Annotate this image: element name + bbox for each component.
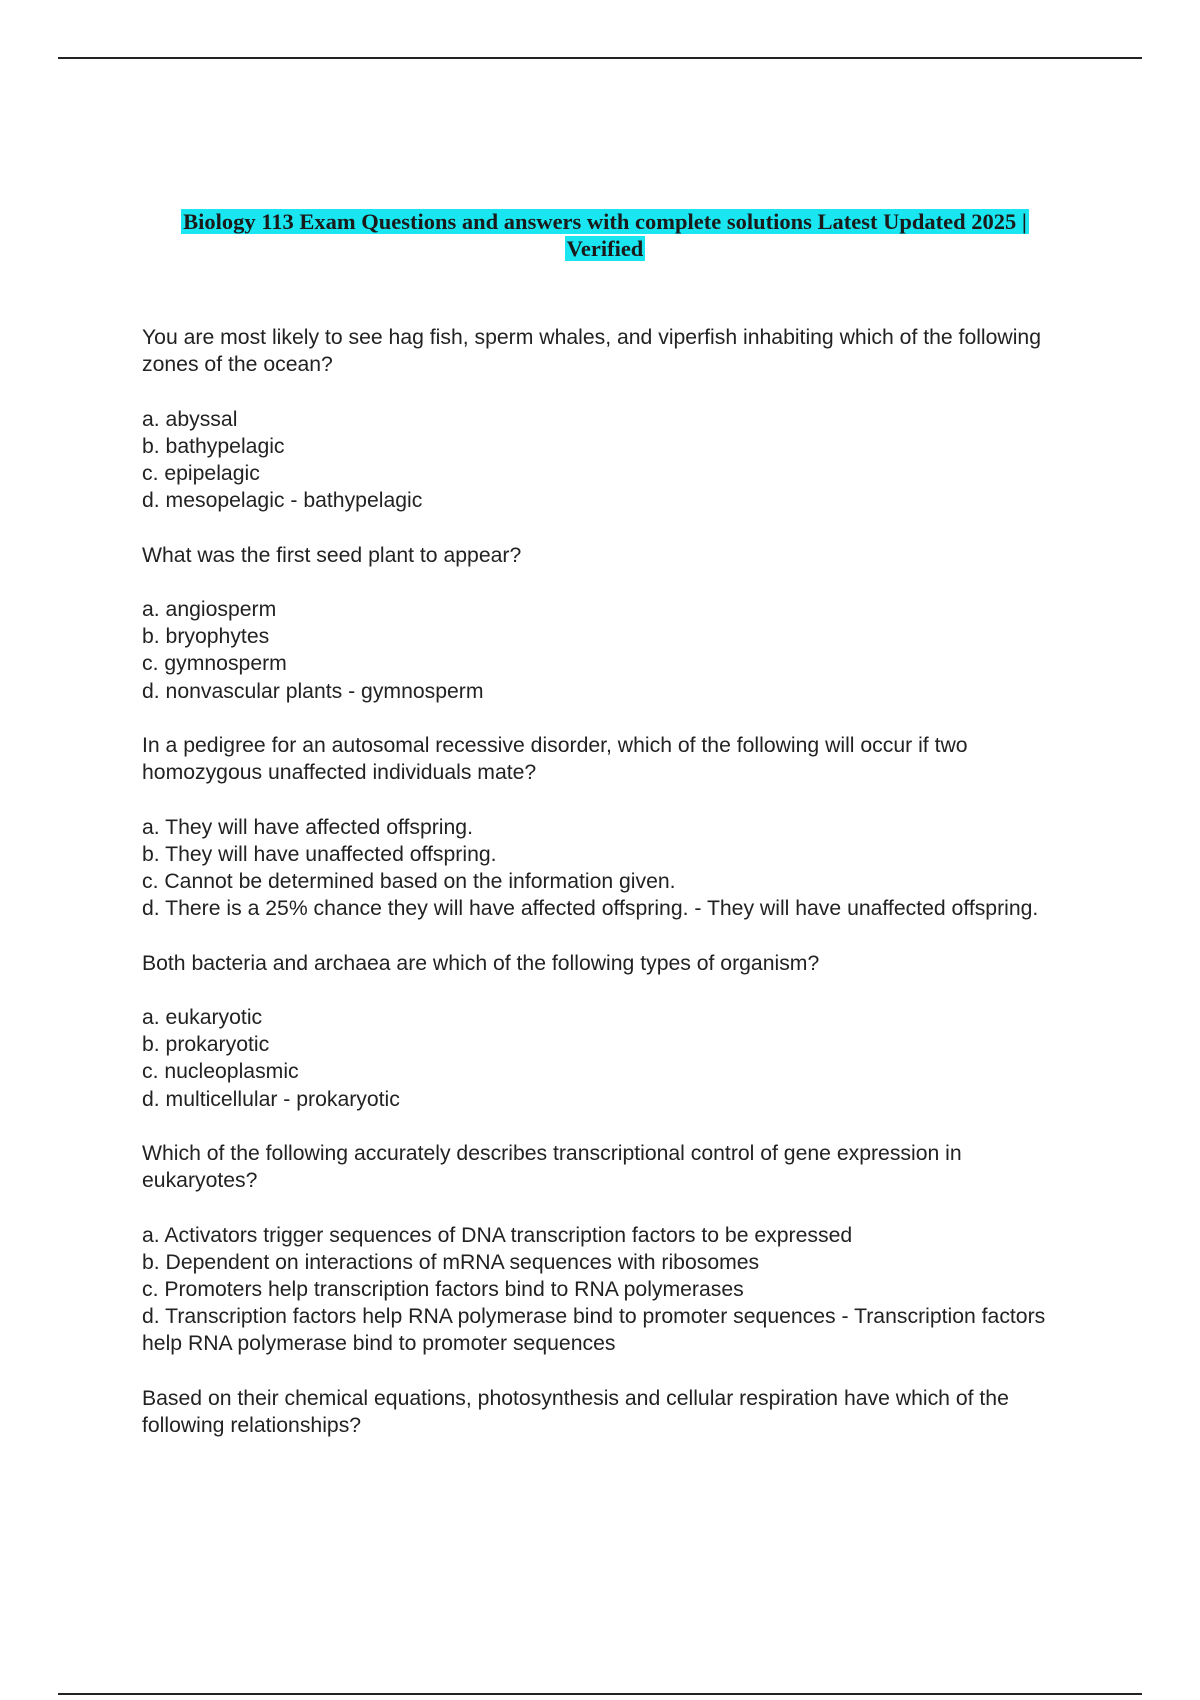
bottom-rule: [58, 1693, 1142, 1695]
option-b: b. bathypelagic: [142, 434, 285, 458]
question-block: [142, 950, 1082, 1113]
question-block: [142, 324, 1082, 514]
option-c: c. gymnosperm: [142, 652, 287, 676]
option-list: [142, 406, 1082, 515]
option-d: d. There is a 25% chance they will have affected offspring. - They will have unaffected offspring.: [142, 897, 1039, 921]
option-d: d. Transcription factors help RNA polymerase bind to promoter sequences - Transcription factors help RNA polymerase bind to promoter sequences: [142, 1305, 1046, 1356]
option-a: a. They will have affected offspring.: [142, 815, 473, 839]
title-line-2: Verified: [566, 236, 644, 261]
option-c: c. epipelagic: [142, 462, 260, 485]
question-text: You are most likely to see hag fish, sperm whales, and viperfish inhabiting which of the following zones of the ocean?: [142, 326, 1041, 377]
option-d: d. mesopelagic - bathypelagic: [142, 489, 423, 513]
option-a: a. Activators trigger sequences of DNA transcription factors to be expressed: [142, 1223, 853, 1247]
question-block: [142, 732, 1082, 922]
question-block: [142, 542, 1082, 705]
question-text: Based on their chemical equations, photosynthesis and cellular respiration have which of the following relationships?: [142, 1386, 1009, 1437]
option-a: a. abyssal: [142, 407, 238, 431]
question-block: [142, 1385, 1082, 1439]
title-line-1: Biology 113 Exam Questions and answers with complete solutions Latest Updated 2025 |: [183, 209, 1027, 234]
option-list: [142, 1222, 1082, 1358]
option-b: b. They will have unaffected offspring.: [142, 842, 497, 866]
question-text: Both bacteria and archaea are which of the following types of organism?: [142, 951, 820, 975]
option-list: [142, 596, 1082, 705]
option-b: b. prokaryotic: [142, 1033, 270, 1057]
option-list: [142, 814, 1082, 923]
option-c: c. nucleoplasmic: [142, 1060, 299, 1084]
question-list: [142, 324, 1082, 1439]
option-c: c. Promoters help transcription factors bind to RNA polymerases: [142, 1277, 744, 1301]
option-a: a. angiosperm: [142, 597, 277, 621]
option-c: c. Cannot be determined based on the information given.: [142, 869, 676, 893]
question-text: What was the first seed plant to appear?: [142, 543, 522, 567]
option-a: a. eukaryotic: [142, 1005, 263, 1029]
option-d: d. multicellular - prokaryotic: [142, 1087, 400, 1111]
option-b: b. bryophytes: [142, 625, 270, 649]
option-b: b. Dependent on interactions of mRNA sequences with ribosomes: [142, 1250, 760, 1274]
question-text: Which of the following accurately describes transcriptional control of gene expression in eukaryotes?: [142, 1141, 962, 1193]
top-rule: [58, 57, 1142, 59]
option-d: d. nonvascular plants - gymnosperm: [142, 679, 484, 703]
document-title: [140, 208, 1070, 262]
option-list: [142, 1004, 1082, 1113]
question-text: In a pedigree for an autosomal recessive disorder, which of the following will occur if two homozygous unaffected individuals mate?: [142, 733, 968, 785]
question-block: [142, 1140, 1082, 1358]
